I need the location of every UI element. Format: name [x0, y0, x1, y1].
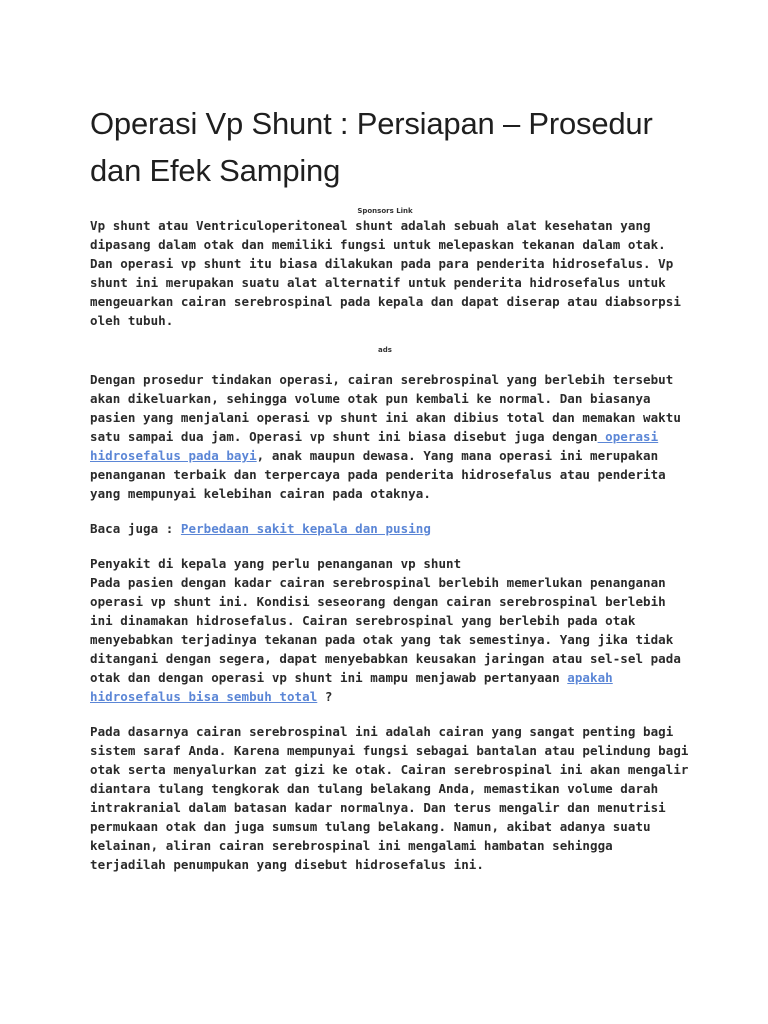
link-operasi-hidrosefalus-bayi[interactable]: operasi hidrosefalus pada bayi	[90, 429, 659, 463]
sponsors-link-label: Sponsors Link	[357, 207, 413, 215]
baca-juga-label: Baca juga :	[90, 521, 181, 536]
procedure-paragraph	[90, 370, 690, 503]
article	[90, 100, 690, 874]
intro-paragraph: Vp shunt atau Ventriculoperitoneal shunt adalah sebuah alat kesehatan yang dipasang dalam otak dan memiliki fungsi untuk melepaskan tekanan dalam otak. Dan operasi vp shunt itu biasa dilakukan pada para penderita hidrosefalus. Vp shunt ini merupakan suatu alat alternatif untuk penderita hidrosefalus untuk mengeuarkan cairan serebrospinal pada kepala dan dapat diserap atau diabsorpsi oleh tubuh.	[90, 218, 681, 328]
link-perbedaan-sakit-kepala[interactable]: Perbedaan sakit kepala dan pusing	[180, 521, 431, 536]
ads-label: ads	[378, 346, 392, 354]
hidrosefalus-text-before: Pada pasien dengan kadar cairan serebrospinal berlebih memerlukan penanganan operasi vp shunt ini. Kondisi seseorang dengan cairan serebrospinal berlebih ini dinamakan hidrosefalus. Cairan serebrospinal yang berlebih pada otak menyebabkan terjadinya tekanan pada otak yang tak semestinya. Yang jika tidak ditangani dengan segera, dapat menyebabkan keusakan jaringan atau sel-sel pada otak dan dengan operasi vp shunt ini mampu menjawab pertanyaan	[90, 575, 681, 685]
page-title: Operasi Vp Shunt : Persiapan – Prosedur dan Efek Samping	[90, 106, 653, 188]
section-subheading: Penyakit di kepala yang perlu penanganan vp shunt	[90, 556, 462, 571]
baca-juga-line	[90, 519, 690, 538]
hidrosefalus-paragraph	[90, 573, 690, 706]
link-hidrosefalus-sembuh-total[interactable]: apakah hidrosefalus bisa sembuh total	[90, 670, 613, 704]
hidrosefalus-text-after: ?	[317, 689, 333, 704]
procedure-text-after: , anak maupun dewasa. Yang mana operasi ini merupakan penanganan terbaik dan terpercaya pada penderita hidrosefalus atau penderita yang mempunyai kelebihan cairan pada otaknya.	[90, 448, 666, 501]
cairan-paragraph: Pada dasarnya cairan serebrospinal ini adalah cairan yang sangat penting bagi sistem saraf Anda. Karena mempunyai fungsi sebagai bantalan atau pelindung bagi otak serta menyalurkan zat gizi ke otak. Cairan serebrospinal ini akan mengalir diantara tulang tengkorak dan tulang belakang Anda, memastikan volume darah intrakranial dalam batasan kadar normalnya. Dan terus mengalir dan menutrisi permukaan otak dan juga sumsum tulang belakang. Namun, akibat adanya suatu kelainan, aliran cairan serebrospinal ini mengalami hambatan sehingga terjadilah penumpukan yang disebut hidrosefalus ini.	[90, 724, 689, 872]
procedure-text-before: Dengan prosedur tindakan operasi, cairan serebrospinal yang berlebih tersebut akan dikeluarkan, sehingga volume otak pun kembali ke normal. Dan biasanya pasien yang menjalani operasi vp shunt ini akan dibius total dan memakan waktu satu sampai dua jam. Operasi vp shunt ini biasa disebut juga dengan	[90, 372, 681, 444]
